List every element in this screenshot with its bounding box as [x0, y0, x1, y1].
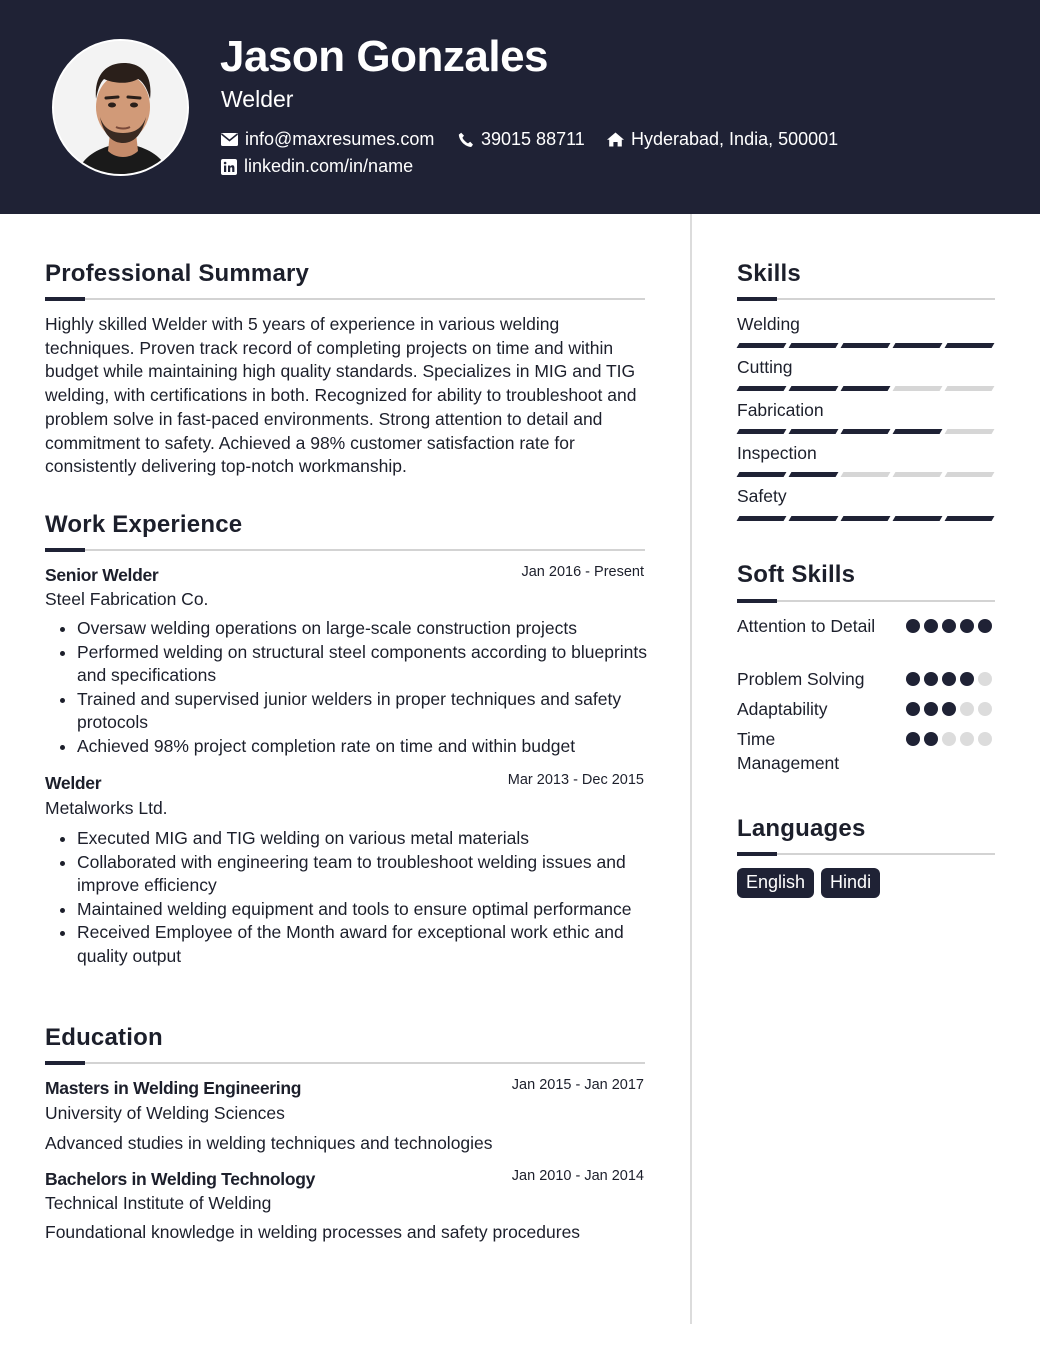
list-item: Achieved 98% project completion rate on time and within budget	[45, 735, 649, 759]
rating-dot	[924, 732, 938, 746]
skill-level-segment	[789, 516, 839, 521]
skill-level-segment	[893, 343, 943, 348]
school-name: Technical Institute of Welding	[45, 1193, 272, 1213]
soft-skill-rating	[906, 732, 992, 746]
degree-description: Foundational knowledge in welding processes and safety procedures	[45, 1222, 581, 1242]
rating-dot	[960, 619, 974, 633]
list-item: Oversaw welding operations on large-scale construction projects	[45, 617, 649, 641]
rating-dot	[906, 702, 920, 716]
skills-rule	[737, 298, 995, 300]
experience-rule	[45, 549, 645, 551]
skill-level-segment	[945, 429, 995, 434]
address-text: Hyderabad, India, 500001	[631, 129, 839, 149]
rating-dot	[924, 619, 938, 633]
soft-skills-heading: Soft Skills	[737, 561, 856, 588]
skill-level-segment	[945, 386, 995, 391]
soft-skill-name: Problem Solving	[737, 669, 865, 689]
profile-photo	[54, 41, 189, 176]
home-icon	[607, 132, 624, 147]
list-item: Received Employee of the Month award for exceptional work ethic and quality output	[45, 921, 649, 968]
skill-level-segment	[945, 343, 995, 348]
contact-linkedin[interactable]	[221, 156, 413, 177]
skill-level-segment	[841, 343, 891, 348]
resume-header	[0, 0, 1040, 214]
job-title: Welder	[45, 773, 102, 793]
skill-level-bar	[738, 386, 993, 391]
rating-dot	[942, 672, 956, 686]
candidate-title: Welder	[221, 86, 294, 112]
skill-level-segment	[737, 343, 787, 348]
rating-dot	[924, 702, 938, 716]
degree-dates: Jan 2015 - Jan 2017	[511, 1077, 644, 1093]
language-list	[737, 868, 880, 898]
job-dates: Mar 2013 - Dec 2015	[507, 772, 644, 788]
skill-level-segment	[789, 386, 839, 391]
job-title: Senior Welder	[45, 565, 159, 585]
list-item: Collaborated with engineering team to troubleshoot welding issues and improve efficiency	[45, 851, 649, 898]
degree-title: Masters in Welding Engineering	[45, 1078, 302, 1098]
skill-level-bar	[738, 516, 993, 521]
skill-level-bar	[738, 429, 993, 434]
skill-level-segment	[945, 472, 995, 477]
column-divider	[690, 214, 692, 1324]
skills-heading: Skills	[737, 260, 801, 287]
list-item: Performed welding on structural steel components according to blueprints and specifications	[45, 641, 649, 688]
envelope-icon	[221, 133, 238, 146]
contact-email[interactable]	[221, 129, 434, 150]
soft-skills-rule	[737, 600, 995, 602]
degree-title: Bachelors in Welding Technology	[45, 1169, 316, 1189]
skill-name: Cutting	[737, 357, 793, 377]
rating-dot	[978, 619, 992, 633]
phone-text: 39015 88711	[481, 129, 585, 149]
linkedin-icon	[221, 159, 237, 175]
skill-level-segment	[893, 472, 943, 477]
skill-level-segment	[789, 472, 839, 477]
rating-dot	[906, 619, 920, 633]
experience-heading: Work Experience	[45, 511, 243, 538]
avatar	[52, 39, 189, 176]
summary-rule	[45, 298, 645, 300]
soft-skill-rating	[906, 672, 992, 686]
linkedin-text: linkedin.com/in/name	[244, 156, 414, 176]
phone-icon	[458, 132, 474, 148]
rating-dot	[978, 702, 992, 716]
skill-name: Safety	[737, 486, 787, 506]
skill-level-segment	[945, 516, 995, 521]
languages-rule	[737, 853, 995, 855]
skill-level-segment	[841, 386, 891, 391]
summary-heading: Professional Summary	[45, 260, 310, 287]
degree-description: Advanced studies in welding techniques and technologies	[45, 1133, 493, 1153]
skill-level-segment	[893, 516, 943, 521]
contact-phone[interactable]	[458, 129, 585, 150]
degree-dates: Jan 2010 - Jan 2014	[511, 1168, 644, 1184]
contact-address	[607, 129, 838, 150]
list-item: Executed MIG and TIG welding on various metal materials	[45, 827, 649, 851]
candidate-name: Jason Gonzales	[220, 32, 549, 81]
soft-skill-name: Adaptability	[737, 699, 828, 719]
skill-name: Welding	[737, 314, 800, 334]
language-badge: English	[737, 868, 814, 898]
language-badge: Hindi	[821, 868, 880, 898]
skill-level-bar	[738, 343, 993, 348]
skill-level-segment	[893, 386, 943, 391]
skill-level-segment	[737, 516, 787, 521]
soft-skill-rating	[906, 702, 992, 716]
soft-skill-rating	[906, 619, 992, 633]
languages-heading: Languages	[737, 815, 866, 842]
rating-dot	[960, 702, 974, 716]
skill-level-segment	[789, 343, 839, 348]
rating-dot	[942, 732, 956, 746]
job-company: Steel Fabrication Co.	[45, 589, 209, 609]
rating-dot	[978, 732, 992, 746]
rating-dot	[906, 672, 920, 686]
rating-dot	[978, 672, 992, 686]
school-name: University of Welding Sciences	[45, 1103, 285, 1123]
job-bullets	[45, 827, 649, 968]
skill-level-segment	[841, 516, 891, 521]
skill-level-segment	[737, 429, 787, 434]
skill-name: Inspection	[737, 443, 817, 463]
skill-level-segment	[737, 472, 787, 477]
skill-name: Fabrication	[737, 400, 824, 420]
job-company: Metalworks Ltd.	[45, 798, 168, 818]
skill-level-segment	[841, 429, 891, 434]
soft-skill-name: Time Management	[737, 729, 840, 773]
skill-level-segment	[789, 429, 839, 434]
rating-dot	[924, 672, 938, 686]
rating-dot	[960, 732, 974, 746]
rating-dot	[960, 672, 974, 686]
email-text: info@maxresumes.com	[245, 129, 435, 149]
rating-dot	[942, 702, 956, 716]
list-item: Trained and supervised junior welders in proper techniques and safety protocols	[45, 688, 649, 735]
skill-level-bar	[738, 472, 993, 477]
skill-level-segment	[841, 472, 891, 477]
soft-skill-name: Attention to Detail	[737, 616, 876, 636]
job-bullets	[45, 617, 649, 758]
education-rule	[45, 1062, 645, 1064]
job-dates: Jan 2016 - Present	[521, 564, 644, 580]
skill-level-segment	[737, 386, 787, 391]
rating-dot	[906, 732, 920, 746]
skill-level-segment	[893, 429, 943, 434]
rating-dot	[942, 619, 956, 633]
summary-text: Highly skilled Welder with 5 years of experience in various welding techniques. Proven track record of completing projects on time and within budget while maintaining high quality standards. Specializes in MIG and TIG welding, with certifications in both. Recognized for ability to troubleshoot and problem solve in fast-paced environments. Strong attention to detail and commitment to safety. Achieved a 98% customer satisfaction rate for consistently delivering top-notch workmanship.	[45, 314, 637, 477]
list-item: Maintained welding equipment and tools to ensure optimal performance	[45, 898, 649, 922]
education-heading: Education	[45, 1024, 163, 1051]
